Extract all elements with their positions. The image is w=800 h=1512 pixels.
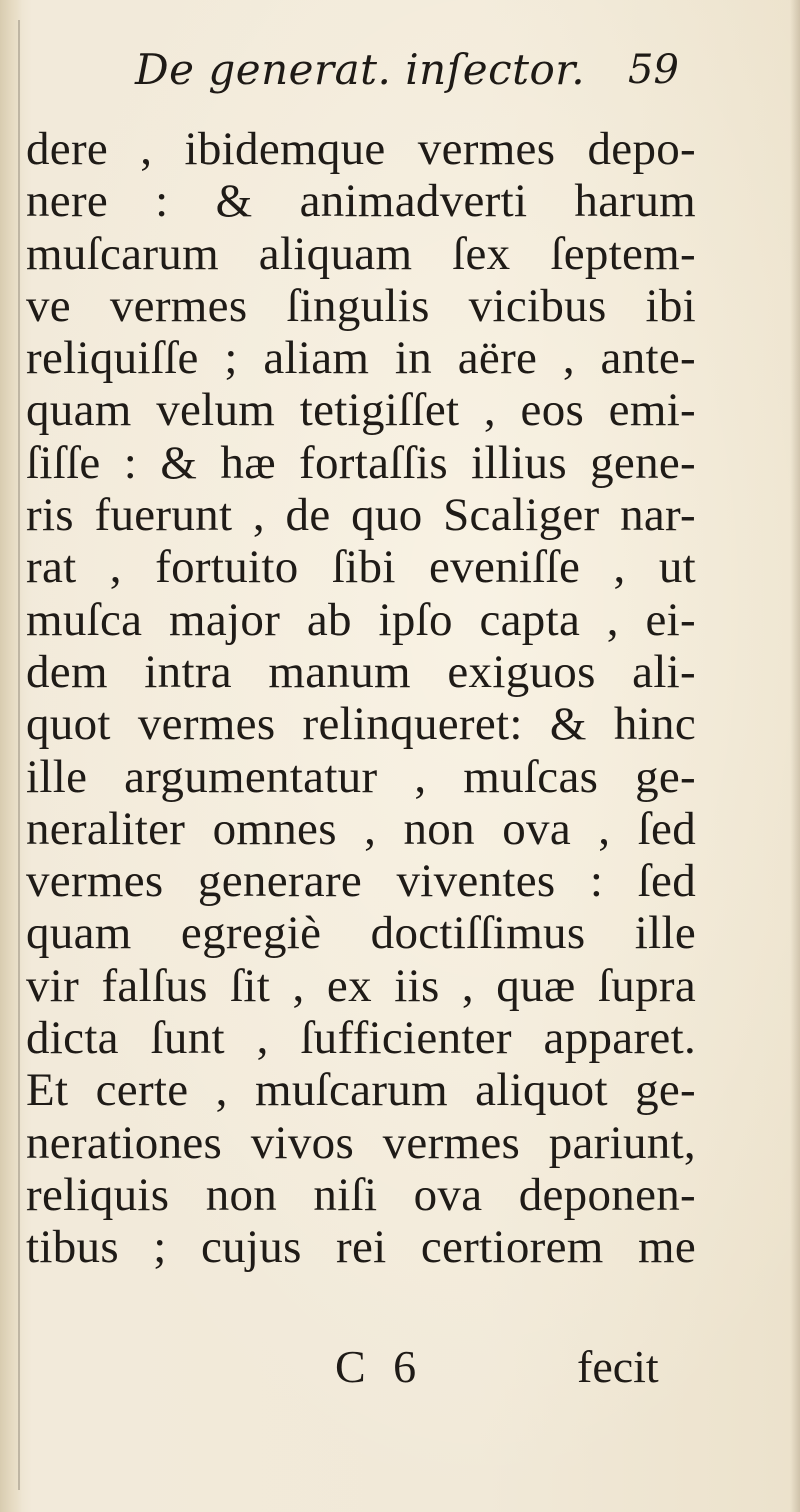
- text-line: ſiſſe : & hæ fortaſſis illius gene-: [26, 436, 696, 489]
- text-line: vermes generare viventes : ſed: [26, 855, 696, 908]
- text-line: muſca major ab ipſo capta , ei-: [26, 593, 696, 646]
- body-text: [26, 123, 696, 1274]
- gutter-shadow-line: [18, 20, 20, 1490]
- text-line: quam egregiè doctiſſimus ille: [26, 907, 696, 960]
- page-footer: [0, 1340, 800, 1400]
- text-line: Et certe , muſcarum aliquot ge-: [26, 1064, 696, 1117]
- running-head: De generat. inſector.: [135, 45, 586, 94]
- text-line: muſcarum aliquam ſex ſeptem-: [26, 227, 696, 280]
- text-line: quot vermes relinqueret: & hinc: [26, 698, 696, 751]
- text-line: quam velum tetigiſſet , eos emi-: [26, 384, 696, 437]
- signature-mark: C 6: [335, 1341, 425, 1392]
- text-line: dere , ibidemque vermes depo-: [26, 123, 696, 175]
- text-line: rat , fortuito ſibi eveniſſe , ut: [26, 541, 696, 594]
- text-line: ris fuerunt , de quo Scaliger nar-: [26, 489, 696, 542]
- text-line: ille argumentatur , muſcas ge-: [26, 750, 696, 803]
- text-line: reliquis non niſi ova deponen-: [26, 1168, 696, 1221]
- page-edge-shadow: [790, 0, 800, 1512]
- text-line: tibus ; cujus rei certiorem me: [26, 1221, 696, 1274]
- text-line: reliquiſſe ; aliam in aëre , ante-: [26, 332, 696, 385]
- page-header: [0, 45, 800, 105]
- text-line: dicta ſunt , ſufficienter apparet.: [26, 1012, 696, 1065]
- text-line: nerationes vivos vermes pariunt,: [26, 1116, 696, 1169]
- text-line: ve vermes ſingulis vicibus ibi: [26, 279, 696, 332]
- text-line: neraliter omnes , non ova , ſed: [26, 802, 696, 855]
- catchword: fecit: [577, 1341, 659, 1392]
- text-line: dem intra manum exiguos ali-: [26, 645, 696, 698]
- text-line: nere : & animadverti harum: [26, 175, 696, 228]
- page-number: 59: [628, 47, 679, 93]
- text-line: vir falſus ſit , ex iis , quæ ſupra: [26, 959, 696, 1012]
